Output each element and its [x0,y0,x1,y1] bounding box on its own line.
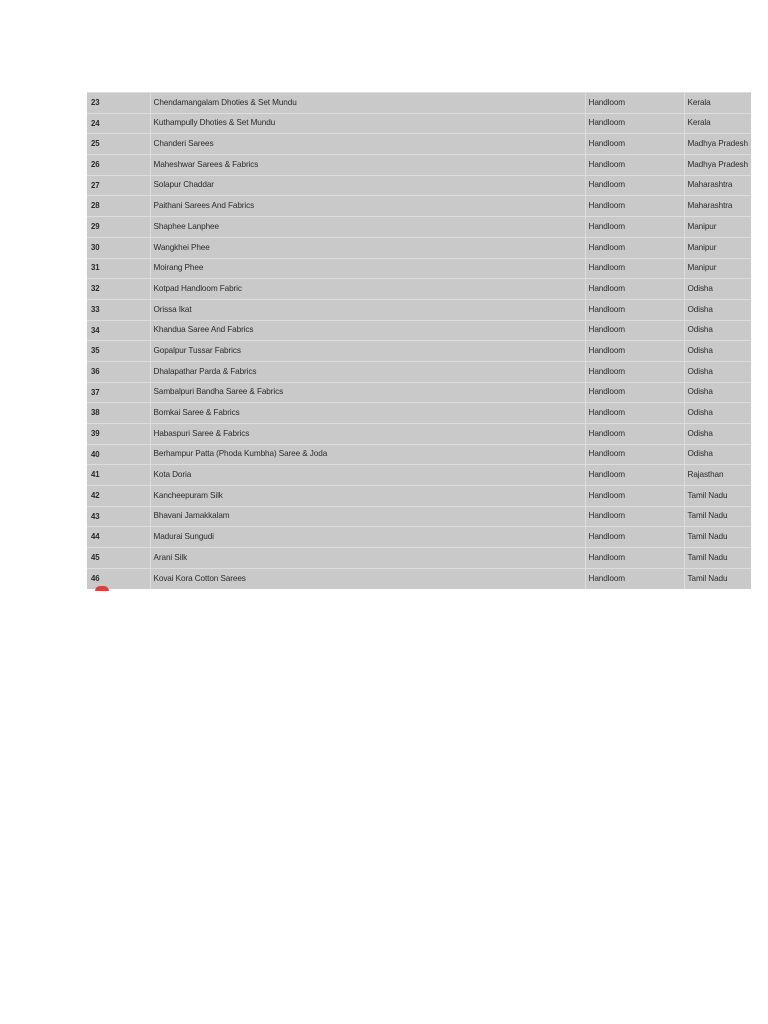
row-number: 24 [87,113,150,134]
product-category: Handloom [585,341,684,362]
product-state: Madhya Pradesh [684,134,751,155]
table-body [87,93,751,590]
row-number: 31 [87,258,150,279]
product-name: Gopalpur Tussar Fabrics [150,341,585,362]
row-number: 39 [87,424,150,445]
row-number: 32 [87,279,150,300]
product-state: Odisha [684,279,751,300]
row-number: 46 [87,568,150,589]
product-category: Handloom [585,320,684,341]
product-state: Odisha [684,382,751,403]
product-name: Dhalapathar Parda & Fabrics [150,361,585,382]
row-number: 44 [87,527,150,548]
product-state: Tamil Nadu [684,506,751,527]
row-number: 43 [87,506,150,527]
table-row [87,299,751,320]
product-state: Odisha [684,444,751,465]
product-category: Handloom [585,548,684,569]
product-state: Odisha [684,424,751,445]
product-name: Kovai Kora Cotton Sarees [150,568,585,589]
product-state: Manipur [684,237,751,258]
product-state: Tamil Nadu [684,568,751,589]
red-corner-mark [95,586,109,591]
table-row [87,93,751,114]
row-number: 34 [87,320,150,341]
product-name: Kotpad Handloom Fabric [150,279,585,300]
product-name: Moirang Phee [150,258,585,279]
product-category: Handloom [585,465,684,486]
table-row [87,444,751,465]
product-state: Madhya Pradesh [684,155,751,176]
table-row [87,258,751,279]
row-number: 45 [87,548,150,569]
product-category: Handloom [585,155,684,176]
gi-table-screenshot [87,92,751,589]
product-name: Kota Doria [150,465,585,486]
row-number: 38 [87,403,150,424]
product-category: Handloom [585,175,684,196]
table-row [87,196,751,217]
product-category: Handloom [585,279,684,300]
product-name: Bomkai Saree & Fabrics [150,403,585,424]
product-category: Handloom [585,93,684,114]
product-state: Odisha [684,403,751,424]
table-row [87,217,751,238]
product-category: Handloom [585,217,684,238]
row-number: 27 [87,175,150,196]
table-row [87,382,751,403]
table-row [87,237,751,258]
product-category: Handloom [585,382,684,403]
table-row [87,175,751,196]
table-row [87,568,751,589]
product-state: Maharashtra [684,196,751,217]
product-category: Handloom [585,196,684,217]
product-state: Odisha [684,320,751,341]
table-row [87,424,751,445]
product-name: Madurai Sungudi [150,527,585,548]
product-state: Tamil Nadu [684,527,751,548]
product-name: Orissa Ikat [150,299,585,320]
product-state: Odisha [684,341,751,362]
product-state: Rajasthan [684,465,751,486]
product-category: Handloom [585,444,684,465]
row-number: 30 [87,237,150,258]
product-category: Handloom [585,258,684,279]
product-name: Arani Silk [150,548,585,569]
product-name: Bhavani Jamakkalam [150,506,585,527]
table-row [87,320,751,341]
table-row [87,279,751,300]
product-name: Khandua Saree And Fabrics [150,320,585,341]
gi-products-table [87,92,751,589]
table-row [87,155,751,176]
product-name: Kuthampully Dhoties & Set Mundu [150,113,585,134]
row-number: 25 [87,134,150,155]
product-category: Handloom [585,506,684,527]
row-number: 41 [87,465,150,486]
product-state: Manipur [684,258,751,279]
product-state: Kerala [684,93,751,114]
row-number: 28 [87,196,150,217]
product-category: Handloom [585,361,684,382]
product-state: Kerala [684,113,751,134]
product-category: Handloom [585,113,684,134]
product-category: Handloom [585,403,684,424]
table-row [87,527,751,548]
product-state: Odisha [684,299,751,320]
product-category: Handloom [585,486,684,507]
table-row [87,113,751,134]
row-number: 26 [87,155,150,176]
row-number: 40 [87,444,150,465]
table-row [87,403,751,424]
table-row [87,341,751,362]
table-row [87,134,751,155]
product-category: Handloom [585,568,684,589]
product-state: Odisha [684,361,751,382]
product-name: Sambalpuri Bandha Saree & Fabrics [150,382,585,403]
product-name: Chanderi Sarees [150,134,585,155]
product-category: Handloom [585,424,684,445]
product-name: Shaphee Lanphee [150,217,585,238]
product-category: Handloom [585,134,684,155]
table-row [87,361,751,382]
product-name: Kancheepuram Silk [150,486,585,507]
product-name: Chendamangalam Dhoties & Set Mundu [150,93,585,114]
product-state: Tamil Nadu [684,548,751,569]
product-state: Tamil Nadu [684,486,751,507]
row-number: 36 [87,361,150,382]
row-number: 37 [87,382,150,403]
product-category: Handloom [585,299,684,320]
product-name: Maheshwar Sarees & Fabrics [150,155,585,176]
table-row [87,548,751,569]
product-category: Handloom [585,527,684,548]
product-name: Berhampur Patta (Phoda Kumbha) Saree & Joda [150,444,585,465]
product-name: Wangkhei Phee [150,237,585,258]
product-name: Habaspuri Saree & Fabrics [150,424,585,445]
table-row [87,486,751,507]
row-number: 29 [87,217,150,238]
row-number: 42 [87,486,150,507]
product-category: Handloom [585,237,684,258]
product-state: Maharashtra [684,175,751,196]
row-number: 35 [87,341,150,362]
row-number: 33 [87,299,150,320]
product-name: Paithani Sarees And Fabrics [150,196,585,217]
product-state: Manipur [684,217,751,238]
product-name: Solapur Chaddar [150,175,585,196]
table-row [87,465,751,486]
row-number: 23 [87,93,150,114]
table-row [87,506,751,527]
